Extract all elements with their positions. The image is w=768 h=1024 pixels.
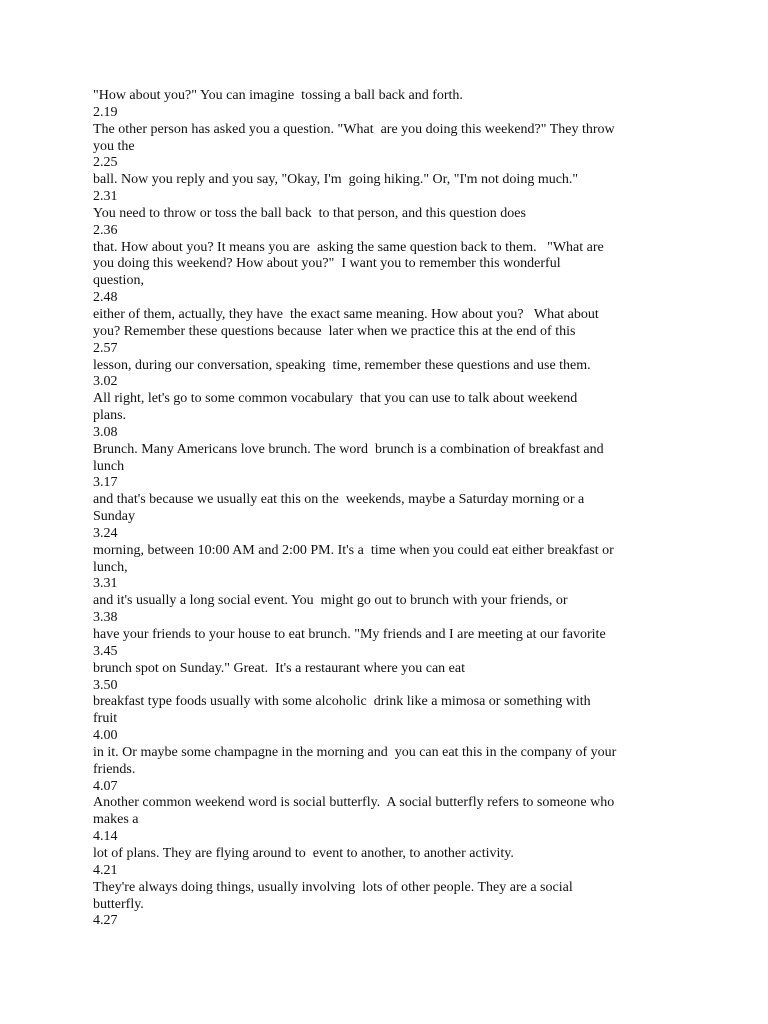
timestamp: 2.25: [93, 155, 118, 171]
transcript-line: fruit: [93, 711, 118, 727]
timestamp: 3.31: [93, 576, 118, 592]
transcript-line: have your friends to your house to eat brunch. "My friends and I are meeting at our favorite: [93, 627, 606, 642]
transcript-line: brunch spot on Sunday." Great. It's a restaurant where you can eat: [93, 660, 465, 676]
timestamp: 3.02: [93, 374, 118, 390]
transcript-line: "How about you?" You can imagine tossing a ball back and forth.: [93, 88, 463, 103]
timestamp: 2.36: [93, 222, 118, 238]
transcript-line: ball. Now you reply and you say, "Okay, I'm going hiking." Or, "I'm not doing much.": [93, 172, 579, 188]
timestamp: 3.45: [93, 643, 118, 659]
transcript-line: breakfast type foods usually with some alcoholic drink like a mimosa or something with: [93, 694, 591, 710]
transcript-line: lunch,: [93, 559, 128, 575]
transcript-line: The other person has asked you a question. "What are you doing this weekend?" They throw: [93, 121, 615, 137]
transcript-line: lesson, during our conversation, speaking time, remember these questions and use them.: [93, 357, 591, 373]
transcript-line: that. How about you? It means you are asking the same question back to them. "What are: [93, 239, 604, 255]
transcript-line: butterfly.: [93, 896, 144, 912]
transcript-line: lot of plans. They are flying around to event to another, to another activity.: [93, 845, 514, 861]
transcript-line: Brunch. Many Americans love brunch. The word brunch is a combination of breakfast and: [93, 441, 604, 457]
transcript-line: you the: [93, 138, 135, 154]
timestamp: 2.19: [93, 104, 118, 120]
transcript-line: and that's because we usually eat this on the weekends, maybe a Saturday morning or a: [93, 492, 585, 508]
transcript-line: either of them, actually, they have the exact same meaning. How about you? What about: [93, 306, 599, 322]
timestamp: 3.50: [93, 677, 118, 693]
timestamp: 3.17: [93, 475, 118, 491]
transcript-line: makes a: [93, 812, 139, 828]
timestamp: 4.00: [93, 728, 118, 744]
timestamp: 3.38: [93, 610, 118, 626]
transcript-line: in it. Or maybe some champagne in the morning and you can eat this in the company of your: [93, 744, 617, 760]
transcript-line: plans.: [93, 408, 127, 424]
timestamp: 3.24: [93, 525, 118, 541]
transcript-line: you doing this weekend? How about you?" I want you to remember this wonderful: [93, 256, 561, 272]
transcript-line: You need to throw or toss the ball back to that person, and this question does: [93, 205, 526, 221]
timestamp: 3.08: [93, 424, 118, 440]
timestamp: 4.07: [93, 778, 118, 794]
transcript-line: They're always doing things, usually involving lots of other people. They are a social: [93, 879, 573, 895]
timestamp: 2.48: [93, 290, 118, 306]
timestamp: 2.57: [93, 340, 118, 356]
timestamp: 4.27: [93, 913, 118, 929]
transcript-page: [93, 88, 683, 930]
transcript-line: you? Remember these questions because later when we practice this at the end of this: [93, 323, 576, 339]
transcript-line: Another common weekend word is social butterfly. A social butterfly refers to someone who: [93, 795, 615, 811]
transcript-line: morning, between 10:00 AM and 2:00 PM. It's a time when you could eat either breakfast or: [93, 542, 614, 558]
timestamp: 4.14: [93, 829, 118, 845]
transcript-line: friends.: [93, 761, 136, 777]
timestamp: 4.21: [93, 862, 118, 878]
transcript-line: All right, let's go to some common vocabulary that you can use to talk about weekend: [93, 391, 578, 407]
transcript-line: Sunday: [93, 509, 135, 525]
transcript-line: lunch: [93, 458, 125, 474]
timestamp: 2.31: [93, 189, 118, 205]
transcript-line: and it's usually a long social event. You might go out to brunch with your friends, or: [93, 593, 568, 609]
transcript-line: question,: [93, 273, 144, 289]
